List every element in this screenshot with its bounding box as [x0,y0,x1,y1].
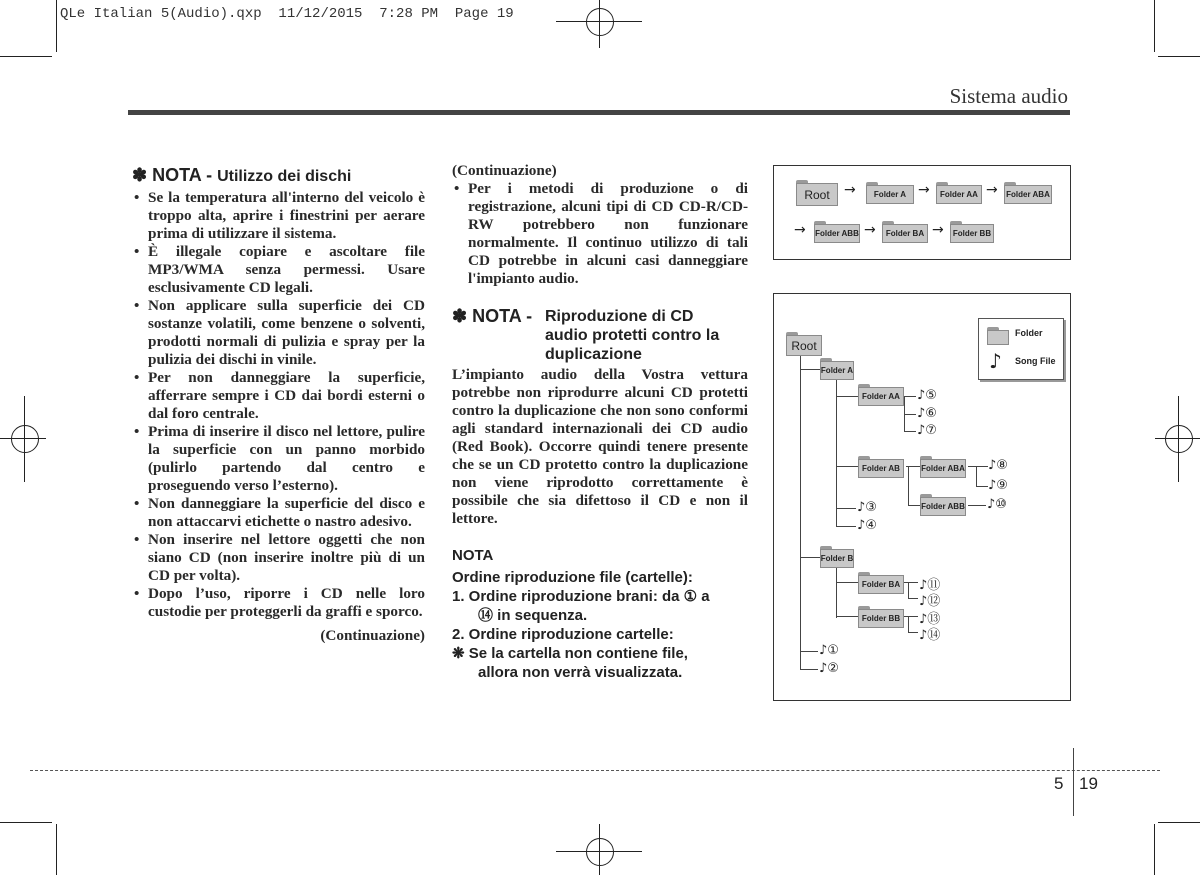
tree-line [836,526,856,527]
registration-mark-line [599,824,600,875]
nota-label-plain: NOTA [452,547,494,564]
legend-folder-label: Folder [1015,328,1043,338]
nota-subtitle-line: duplicazione [545,346,642,363]
nota-subtitle [545,307,719,364]
arrow-right-icon: → [932,222,944,238]
arrow-right-icon: → [864,222,876,238]
nota-subtitle-line: Riproduzione di CD [545,308,694,325]
folder-icon-ab: Folder AB [858,456,904,478]
section-title: Sistema audio [949,84,1068,108]
arrow-right-icon: → [986,182,998,198]
tree-line [904,414,916,415]
crop-mark [1158,56,1200,57]
nota-label: ✽ NOTA - [132,165,218,185]
registration-mark [586,838,614,866]
crop-mark [56,824,57,875]
registration-mark-line [24,396,25,482]
music-note-icon: ♪ [989,349,1002,373]
order-title: Ordine riproduzione file (cartelle): [452,569,693,586]
registration-mark [1165,425,1193,453]
folder-icon-root: Root [786,332,822,356]
registration-mark-line [1178,396,1179,482]
song-file-icon: ♪⑭ [919,628,941,643]
folder-icon-abb: Folder ABB [814,221,860,243]
folder-order-diagram [773,165,1071,260]
folder-icon-aa: Folder AA [858,384,904,406]
middle-column [452,162,748,682]
folder-icon-aa: Folder AA [936,182,982,204]
folder-icon-root: Root [796,180,838,206]
folder-icon [987,327,1009,345]
footer-dashed-rule [30,770,1160,771]
list-item: • Non applicare sulla superficie dei CD sostanze volatili, come benzene o solventi, prodotti normali di pulizia e spray per la pulizia dei dischi in vinile. [132,297,425,369]
tree-line [968,505,986,506]
registration-mark [586,8,614,36]
song-file-icon: ♪⑨ [988,478,1008,493]
tree-line [976,466,977,486]
tree-line [836,508,856,509]
song-file-icon: ♪⑤ [917,388,937,403]
tree-line [908,598,918,599]
tree-line [908,582,909,598]
tree-line [908,616,909,632]
left-column [132,165,425,645]
song-file-icon: ♪⑧ [988,458,1008,473]
tree-line [836,568,837,618]
song-file-icon: ♪④ [857,518,877,533]
list-item: • Se la temperatura all'interno del veicolo è troppo alta, aprire i finestrini per aerare prima di utilizzare il sistema. [132,189,425,243]
order-item-1: 1. Ordine riproduzione brani: da ① a [452,588,710,605]
continued-label: (Continuazione) [452,162,557,179]
list-item: • Non danneggiare la superficie del disco e non attaccarvi etichette o nastro adesivo. [132,495,425,531]
folder-icon-a: Folder A [866,182,914,204]
folder-icon-ba: Folder BA [882,221,928,243]
nota-subtitle: Utilizzo dei dischi [217,168,352,185]
crop-mark [56,0,57,52]
legend [978,318,1064,380]
list-item: • Per i metodi di produzione o di registrazione, alcuni tipi di CD CD-R/CD-RW potrebbero non funzionare normalmente. Il continuo utilizzo di tali CD potrebbe in alcuni casi danneggiare l'impianto audio. [452,180,748,288]
arrow-right-icon: → [794,222,806,238]
song-file-icon: ♪⑦ [917,423,937,438]
registration-mark-line [0,438,46,439]
tree-line [836,380,837,526]
folder-icon-aba: Folder ABA [920,456,966,478]
page-number: 19 [1079,774,1098,793]
tree-line [800,354,801,670]
tree-line [800,369,822,370]
tree-line [976,486,988,487]
crop-mark [1154,0,1155,52]
song-file-icon: ♪⑪ [919,578,941,593]
song-file-icon: ♪⑥ [917,406,937,421]
order-item-1-cont: ⑭ in sequenza. [478,607,588,624]
tree-line [836,582,858,583]
crop-mark [0,56,52,57]
tree-line [800,651,818,652]
folder-icon-b: Folder B [820,546,854,568]
tree-line [904,396,916,397]
tree-line [836,616,858,617]
continuation-label: (Continuazione) [320,627,425,644]
list-item: • È illegale copiare e ascoltare file MP3/WMA senza permessi. Usare esclusivamente CD legali. [132,243,425,297]
folder-icon-ba: Folder BA [858,572,904,594]
tree-line [908,505,920,506]
tree-line [908,466,909,506]
header-rule [128,110,1070,115]
folder-tree-diagram [773,293,1071,701]
tree-line [904,431,916,432]
folder-icon-abb: Folder ABB [920,494,966,516]
tree-line [908,632,918,633]
legend-song-label: Song File [1015,356,1056,366]
tree-line [836,466,858,467]
arrow-right-icon: → [918,182,930,198]
song-file-icon: ♪⑩ [987,497,1007,512]
tree-line [836,396,858,397]
arrow-right-icon: → [844,182,856,198]
folder-icon-aba: Folder ABA [1004,182,1052,204]
nota-heading [132,165,425,186]
tree-line [904,616,918,617]
song-file-icon: ♪⑬ [919,612,941,627]
order-item-3-cont: allora non verrà visualizzata. [478,664,683,681]
registration-mark-line [599,0,600,48]
nota-label: ✽ NOTA - [452,306,533,326]
registration-mark [11,425,39,453]
tree-line [800,669,818,670]
order-item-2: 2. Ordine riproduzione cartelle: [452,626,674,643]
list-item: • Non inserire nel lettore oggetti che non siano CD (non inserire inoltre più di un CD per volta). [132,531,425,585]
section-number: 5 [1054,774,1064,793]
song-file-icon: ♪② [819,661,839,676]
list-item: • Dopo l’uso, riporre i CD nelle loro custodie per proteggerli da graffi e sporco. [132,585,425,621]
song-file-icon: ♪③ [857,500,877,515]
continued-list [452,180,748,288]
crop-mark [0,822,52,823]
copy-protection-paragraph: L’impianto audio della Vostra vettura potrebbe non riprodurre alcuni CD protetti contro la duplicazione che non sono conformi agli standard internazionali dei CD audio (Red Book). Occorre quindi tenere presente che se un CD protetto contro la duplicazione non viene riprodotto correttamente è possibile che sia difettoso il CD e non il lettore. [452,366,748,527]
folder-icon-a: Folder A [820,358,854,380]
tree-line [800,557,822,558]
tree-line [904,582,918,583]
disc-usage-list [132,189,425,621]
page-number-divider [1073,748,1074,816]
list-item: • Prima di inserire il disco nel lettore, pulire la superficie con un panno morbido (pulirlo partendo dal centro e proseguendo verso l’esterno). [132,423,425,495]
order-item-3: ❋ Se la cartella non contiene file, [452,645,688,662]
nota-heading [452,306,748,364]
print-slug: QLe Italian 5(Audio).qxp 11/12/2015 7:28 PM Page 19 [60,6,514,22]
tree-line [968,466,988,467]
song-file-icon: ♪① [819,643,839,658]
folder-icon-bb: Folder BB [950,221,994,243]
crop-mark [1158,822,1200,823]
list-item: • Per non danneggiare la superficie, afferrare sempre i CD dai bordi esterni o dal foro centrale. [132,369,425,423]
crop-mark [1154,824,1155,875]
nota-subtitle-line: audio protetti contro la [545,327,720,344]
song-file-icon: ♪⑫ [919,594,941,609]
folder-icon-bb: Folder BB [858,606,904,628]
